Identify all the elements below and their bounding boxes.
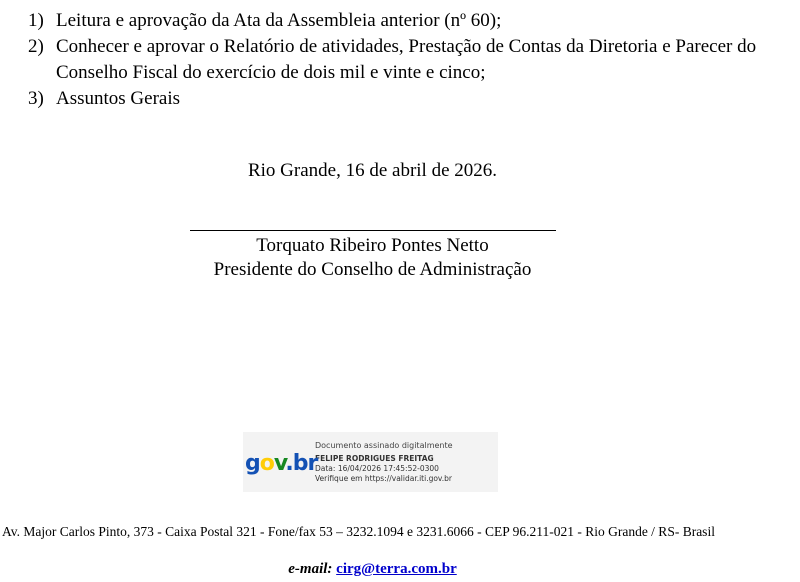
signer-title: Presidente do Conselho de Administração <box>213 259 532 280</box>
govbr-logo-icon <box>243 432 318 492</box>
agenda-list <box>28 8 788 112</box>
agenda-item <box>28 86 788 112</box>
agenda-item-number: 3) <box>28 88 44 109</box>
email-separator: : <box>327 561 337 577</box>
agenda-item-text: Conhecer e aprovar o Relatório de atividades, Prestação de Contas da Diretoria e Parecer do Conselho Fiscal do exercício de dois mil e vinte e cinco; <box>56 36 757 83</box>
agenda-item <box>28 8 788 34</box>
signer-block <box>0 234 745 282</box>
email-label: e-mail <box>288 561 328 577</box>
digital-signature-stamp <box>243 432 498 492</box>
signature-details <box>313 441 453 484</box>
footer-email <box>0 561 745 578</box>
agenda-item-text: Leitura e aprovação da Ata da Assembleia anterior (nº 60); <box>56 10 502 31</box>
agenda-item-number: 1) <box>28 10 44 31</box>
govbr-logo <box>243 432 318 492</box>
footer-address: Av. Major Carlos Pinto, 373 - Caixa Postal 321 - Fone/fax 53 – 3232.1094 e 3231.6066 - CEP 96.211-021 - Rio Grande / RS- Brasil <box>2 524 715 539</box>
signature-signer-name: FELIPE RODRIGUES FREITAG <box>315 453 434 463</box>
agenda-item-number: 2) <box>28 36 44 57</box>
agenda-item <box>28 34 788 86</box>
signature-date: Data: 16/04/2026 17:45:52-0300 <box>315 463 439 473</box>
signature-heading: Documento assinado digitalmente <box>315 440 453 450</box>
signer-name: Torquato Ribeiro Pontes Netto <box>256 235 489 256</box>
signature-line <box>190 230 556 231</box>
email-link[interactable]: cirg@terra.com.br <box>336 561 457 577</box>
place-date: Rio Grande, 16 de abril de 2026. <box>247 160 498 181</box>
svg-text:gov.br: gov.br <box>245 451 318 476</box>
agenda-item-text: Assuntos Gerais <box>56 88 181 109</box>
signature-verify-text: Verifique em https://validar.iti.gov.br <box>315 473 453 483</box>
